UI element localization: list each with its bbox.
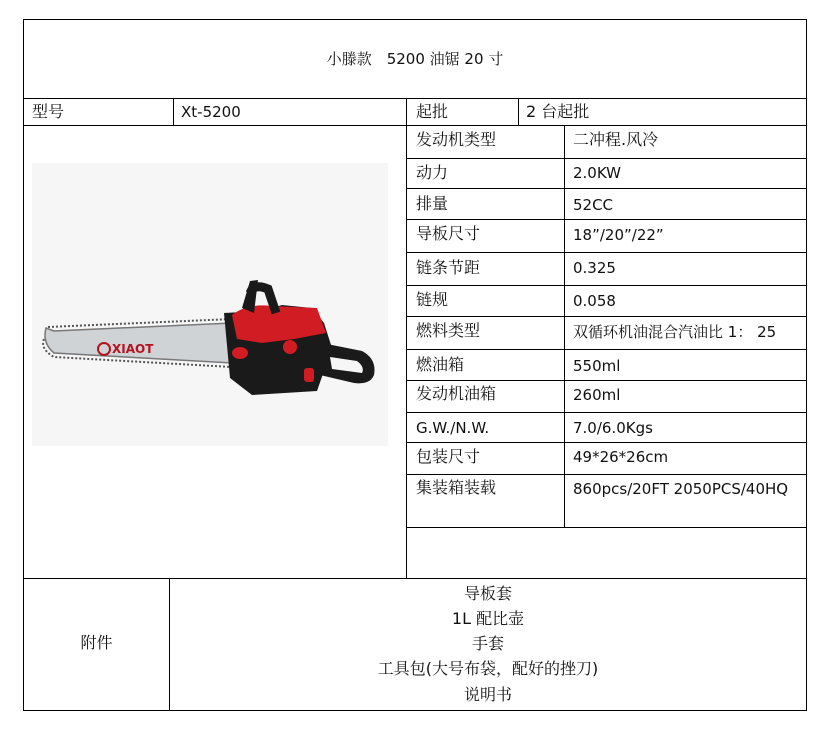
rule-spec-8 [406,380,807,381]
spec-label: 发动机油箱 [416,384,497,403]
spec-label: 燃料类型 [416,321,481,340]
rule-v-moq [518,98,519,126]
spec-value: 双循环机油混合汽油比 1： 25 [573,323,777,341]
spec-value: 0.058 [573,292,616,310]
spec-label: 排量 [416,194,449,213]
spec-label: 燃油箱 [416,355,465,374]
rule-v-specs [564,125,565,527]
rule-spec-10 [406,442,807,443]
model-label: 型号 [32,102,65,121]
accessory-item: 手套 [471,634,504,653]
rule-spec-5 [406,285,807,286]
rule-spec-6 [406,316,807,317]
rule-spec-7 [406,349,807,350]
moq-label: 起批 [416,102,449,121]
model-value: Xt-5200 [181,103,241,121]
rule-v-model [173,98,174,126]
rule-spec-9 [406,412,807,413]
spec-label: 发动机类型 [416,130,497,149]
accessory-item: 工具包(大号布袋，配好的挫刀) [377,659,599,678]
spec-value: 7.0/6.0Kgs [573,419,653,437]
photo-background [32,163,388,446]
rule-spec-2 [406,188,807,189]
spec-value: 0.325 [573,259,616,277]
chain-cover-knob [232,347,248,359]
page-title: 小滕款 5200 油锯 20 寸 [326,50,504,68]
spec-value: 860pcs/20FT 2050PCS/40HQ [573,480,789,498]
spec-value: 18”/20”/22” [573,226,664,244]
accessory-item: 1L 配比壶 [451,609,525,628]
accessory-item: 导板套 [463,584,512,603]
accessories-label: 附件 [80,633,113,652]
rule-spec-3 [406,219,807,220]
rule-spec-12 [406,527,807,528]
rule-spec-11 [406,474,807,475]
start-knob [283,340,297,354]
accessory-item: 说明书 [463,685,512,704]
primer-button [304,368,314,382]
border-bottom [23,710,807,711]
border-left [23,19,24,711]
spec-value: 52CC [573,196,614,214]
spec-label: 动力 [416,163,449,182]
bar-brand-text: XIAOT [112,342,154,356]
border-right [806,19,807,711]
rule-model [23,125,807,126]
spec-label: 导板尺寸 [416,224,481,243]
border-top [23,19,807,20]
spec-value: 2.0KW [573,164,621,182]
spec-value: 49*26*26cm [573,448,669,466]
spec-label: 集装箱装载 [416,478,497,497]
spec-label: 链规 [416,290,449,309]
spec-value: 550ml [573,357,621,375]
spec-label: 包装尺寸 [416,447,481,466]
rule-spec-4 [406,252,807,253]
spec-label: G.W./N.W. [416,419,490,437]
spec-label: 链条节距 [416,258,481,277]
chainsaw-photo [32,163,388,446]
rule-spec-1 [406,158,807,159]
spec-value: 二冲程.风冷 [573,130,659,149]
rule-v-main [406,98,407,579]
rule-accessories [23,578,807,579]
moq-value: 2 台起批 [526,102,590,121]
spec-value: 260ml [573,386,621,404]
rule-title [23,98,807,99]
